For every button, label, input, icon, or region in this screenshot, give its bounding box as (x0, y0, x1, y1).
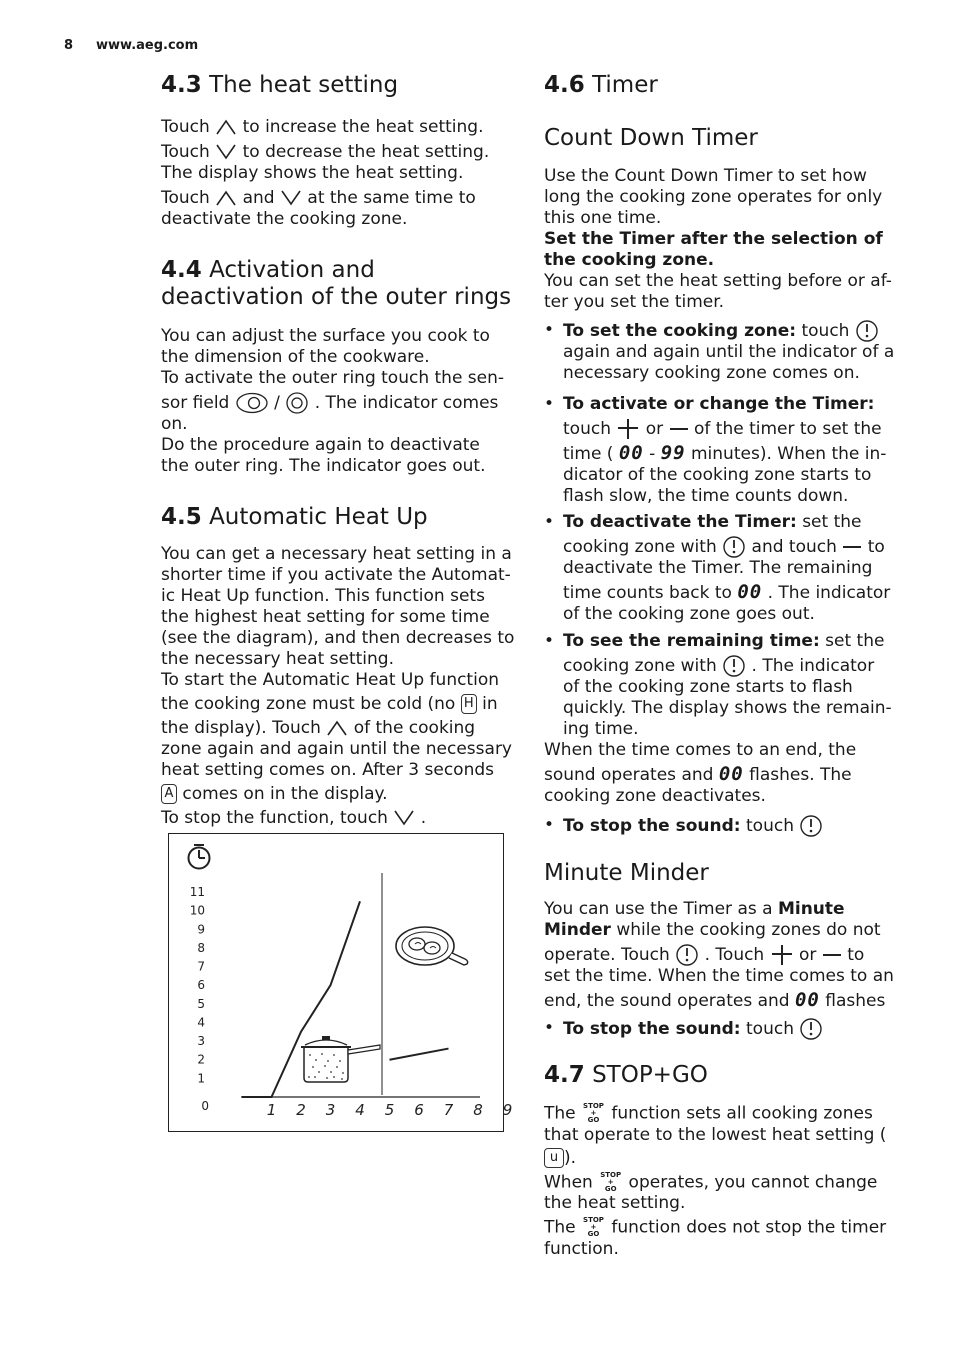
paragraph: You can use the Timer as a Minute (544, 899, 845, 919)
paragraph: To start the Automatic Heat Up function (161, 670, 499, 690)
paragraph: the outer ring. The indicator goes out. (161, 456, 486, 476)
x-tick-label: 6 (414, 1101, 424, 1119)
paragraph: To stop the function, touch . (161, 808, 427, 828)
paragraph: the cooking zone must be cold (no H in (161, 694, 498, 714)
timer-zone-icon (722, 536, 746, 558)
down-arrow-icon (393, 809, 415, 827)
page-number: 8 (64, 38, 74, 53)
paragraph: The STOP + GO function sets all cooking zones (544, 1102, 873, 1124)
y-tick-label: 3 (197, 1034, 205, 1049)
paragraph: To activate the outer ring touch the sen- (161, 368, 505, 388)
a-symbol-icon: A (161, 784, 177, 804)
paragraph: When STOP + GO operates, you cannot change (544, 1170, 878, 1193)
minus-icon (822, 948, 842, 962)
down-arrow-icon (215, 143, 237, 161)
minus-icon (842, 540, 862, 554)
list-item: • To see the remaining time: set the cooking zone with . The indicator of the cooking zone starts to flash quickly. The display shows the remain- ing time. (544, 631, 904, 740)
paragraph: zone again and again until the necessary (161, 739, 512, 759)
list-item: • To set the cooking zone: touch again and again until the indicator of a necessary cooking zone comes on. (544, 320, 904, 384)
paragraph: Minder while the cooking zones do not (544, 920, 881, 940)
paragraph: A comes on in the display. (161, 784, 521, 805)
y-tick-label: 5 (197, 996, 205, 1011)
list-item: • To stop the sound: touch (544, 815, 904, 837)
paragraph: the dimension of the cookware. (161, 347, 430, 367)
paragraph: cooking zone deactivates. (544, 786, 766, 806)
paragraph: heat setting comes on. After 3 seconds (161, 760, 495, 780)
section-heading: 4.3 The heat setting (161, 72, 399, 98)
paragraph: You can get a necessary heat setting in a (161, 544, 512, 564)
y-tick-label: 4 (197, 1015, 205, 1030)
origin-label: 0 (201, 1099, 209, 1113)
paragraph: long the cooking zone operates for only (544, 187, 883, 207)
y-tick-label: 10 (189, 903, 205, 918)
x-tick-label: 7 (443, 1101, 454, 1119)
paragraph: shorter time if you activate the Automat- (161, 565, 511, 585)
paragraph: the display). Touch of the cooking (161, 718, 476, 738)
paragraph: Use the Count Down Timer to set how (544, 166, 867, 186)
outer-ring-oval-icon (235, 392, 269, 414)
paragraph: The STOP + GO function does not stop the timer (544, 1216, 887, 1238)
x-tick-label: 1 (266, 1101, 277, 1119)
paragraph: operate. Touch . Touch or to (544, 945, 865, 965)
y-tick-label: 8 (197, 940, 205, 955)
list-item: • To stop the sound: touch (544, 1018, 904, 1040)
timer-zone-icon (675, 944, 699, 966)
up-arrow-icon (326, 719, 348, 737)
outer-ring-circle-icon (285, 392, 309, 414)
paragraph: ic Heat Up function. This function sets (161, 586, 485, 606)
paragraph: The display shows the heat setting. (161, 163, 464, 183)
y-tick-label: 11 (189, 885, 205, 899)
list-item: • To deactivate the Timer: set the cooking zone with and touch to deactivate the Timer. The remaining time counts back to 00 . The indicator of the cooking zone goes out. (544, 512, 904, 625)
paragraph: set the time. When the time comes to an (544, 966, 894, 986)
page-url: www.aeg.com (96, 38, 199, 53)
section-heading: 4.7 STOP+GO (544, 1062, 708, 1088)
timer-zone-icon (799, 815, 823, 837)
x-tick-label: 4 (355, 1101, 365, 1119)
paragraph: sor field / . The indicator comes (161, 393, 499, 413)
section-heading: 4.5 Automatic Heat Up (161, 504, 428, 530)
paragraph: Touch to decrease the heat setting. (161, 142, 490, 162)
paragraph: Set the Timer after the selection of (544, 229, 883, 249)
y-tick-label: 6 (197, 978, 205, 993)
display-00-icon: 00 (794, 989, 820, 1011)
x-tick-label: 3 (325, 1101, 336, 1119)
display-00-icon: 00 (618, 442, 644, 464)
paragraph: that operate to the lowest heat setting ( (544, 1124, 887, 1145)
stop-go-icon: STOP + GO (600, 1170, 622, 1193)
display-99-icon: 99 (660, 442, 686, 464)
x-tick-label: 8 (473, 1101, 483, 1119)
paragraph: this one time. (544, 208, 662, 228)
up-arrow-icon (215, 118, 237, 136)
minus-icon (669, 422, 689, 436)
paragraph: Do the procedure again to deactivate (161, 435, 480, 455)
x-tick-label: 5 (384, 1101, 395, 1119)
paragraph: on. (161, 414, 188, 434)
paragraph: the necessary heat setting. (161, 649, 394, 669)
paragraph: end, the sound operates and 00 flashes (544, 989, 886, 1011)
paragraph: sound operates and 00 flashes. The (544, 763, 852, 785)
x-tick-label: 2 (296, 1101, 306, 1119)
y-tick-label: 9 (197, 922, 205, 937)
plus-icon (616, 418, 640, 440)
display-00-icon: 00 (737, 581, 763, 603)
section-heading: 4.6 Timer (544, 72, 658, 98)
paragraph: u ). (544, 1148, 904, 1169)
up-arrow-icon (215, 189, 237, 207)
stop-go-icon: STOP + GO (583, 1216, 604, 1238)
timer-zone-icon (799, 1018, 823, 1040)
paragraph: You can adjust the surface you cook to (161, 326, 490, 346)
y-tick-label: 2 (197, 1052, 205, 1067)
display-00-icon: 00 (718, 763, 744, 785)
paragraph: Touch and at the same time to (161, 188, 476, 208)
y-tick-label: 1 (197, 1071, 205, 1086)
h-symbol-icon: H (461, 694, 477, 714)
subsection-heading: Minute Minder (544, 860, 709, 886)
paragraph: You can set the heat setting before or af- (544, 271, 892, 291)
paragraph: ter you set the timer. (544, 292, 725, 312)
left-column (161, 72, 521, 829)
paragraph: function. (544, 1238, 619, 1259)
paragraph: the heat setting. (544, 1193, 686, 1213)
paragraph: Touch to increase the heat setting. (161, 117, 484, 137)
right-column (544, 72, 904, 1260)
list-item: • To activate or change the Timer: touch or of the timer to set the time ( 00 - 99 minutes). When the in- dicator of the cooking zone starts to flash slow, the time counts down. (544, 394, 904, 507)
down-arrow-icon (280, 189, 302, 207)
subsection-heading: Count Down Timer (544, 125, 758, 151)
timer-zone-icon (855, 320, 879, 342)
timer-zone-icon (722, 655, 746, 677)
paragraph: (see the diagram), and then decreases to (161, 628, 515, 648)
paragraph: deactivate the cooking zone. (161, 209, 408, 229)
plus-icon (770, 944, 794, 966)
x-tick-label: 9 (502, 1101, 513, 1119)
stop-go-icon: STOP + GO (583, 1102, 604, 1124)
paragraph: the cooking zone. (544, 250, 715, 270)
y-tick-label: 7 (197, 959, 205, 974)
automatic-heat-up-diagram (168, 833, 513, 1133)
section-heading: 4.4 Activation and deactivation of the outer rings (161, 257, 512, 310)
paragraph: the highest heat setting for some time (161, 607, 490, 627)
paragraph: When the time comes to an end, the (544, 740, 857, 760)
lowest-heat-symbol-icon: u (544, 1148, 564, 1168)
